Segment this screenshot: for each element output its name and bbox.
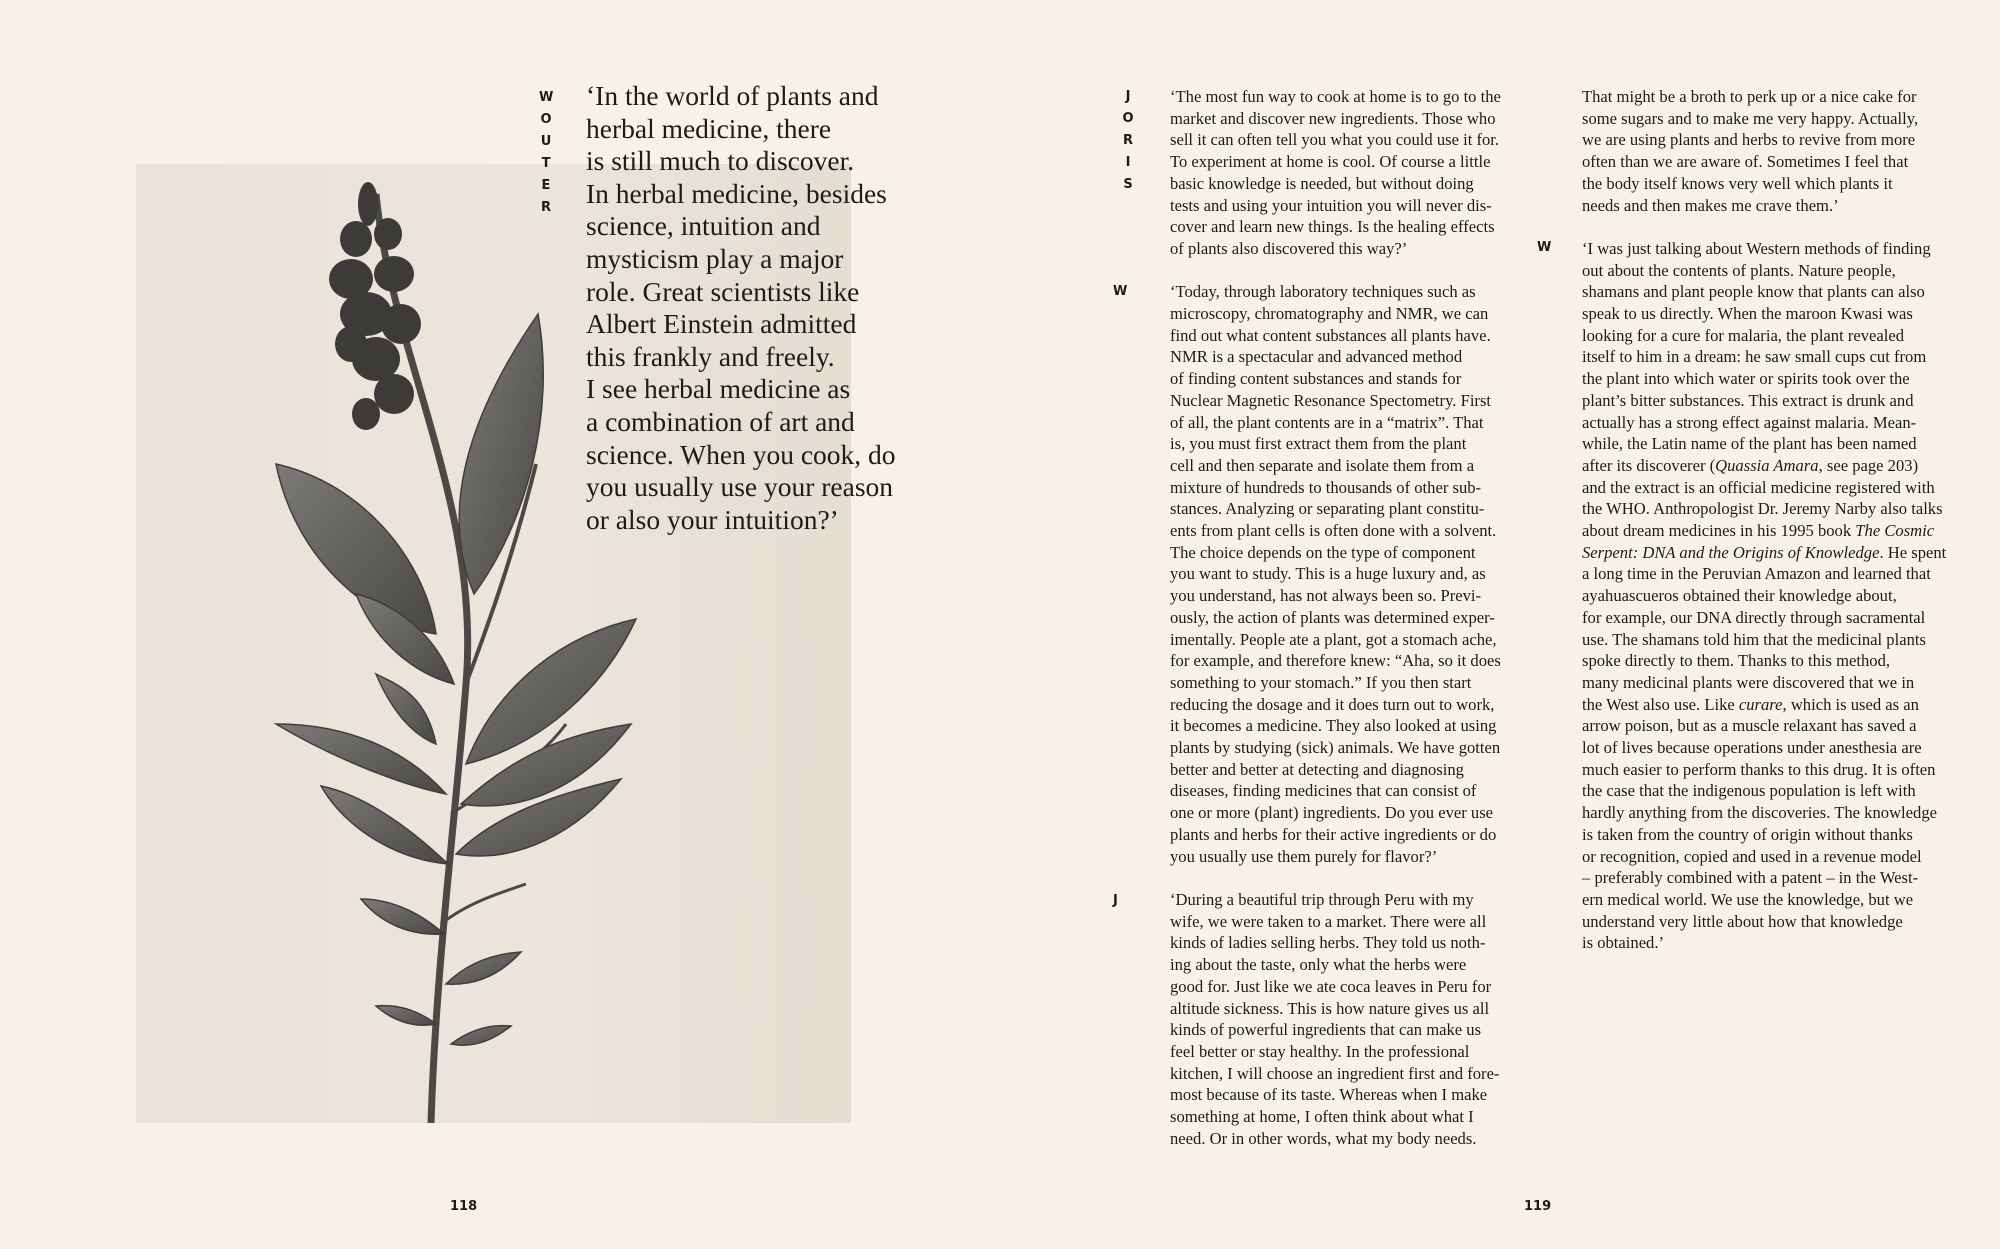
- page-number-right: 119: [1524, 1199, 1552, 1214]
- pull-quote: ‘In the world of plants and herbal medicine, there is still much to discover. In herbal medicine, besides science, intuition and mysticism play a major role. Great scientists like Albert Einstein admitted this frankly and freely. I see herbal medicine as a combination of art and science. When you cook, do you usually use your reason or also your intuition?’: [586, 80, 896, 535]
- paragraph-wouter-2: ‘I was just talking about Western methods of finding out about the contents of plants. Nature people, shamans and plant people know that plants can also speak to us directly. When the maroon Kwasi was looking for a cure for malaria, the plant revealed itself to him in a dream: he saw small cups cut from the plant into which water or spirits took over the plant’s bitter substances. This extract is drunk and actually has a strong effect against malaria. Mean- while, the Latin name of the plant has been named after its discoverer (Quassia Amara, see page 203) and the extract is an official medicine registered with the WHO. Anthropologist Dr. Jeremy Narby also talks about dream medicines in his 1995 book The Cosmic Serpent: DNA and the Origins of Knowledge. He spent a long time in the Peruvian Amazon and learned that ayahuascueros obtained their knowledge about, for example, our DNA directly through sacramental use. The shamans told him that the medicinal plants spoke directly to them. Thanks to this method, many medicinal plants were discovered that we in the West also use. Like curare, which is used as an arrow poison, but as a muscle relaxant has saved a lot of lives because operations under anesthesia are much easier to perform thanks to this drug. It is often the case that the indigenous population is left with hardly anything from the discoveries. The knowledge is taken from the country of origin without thanks or recognition, copied and used in a revenue model – preferably combined with a patent – in the West- ern medical world. We use the knowledge, but we understand very little about how that knowledge is obtained.’: [1582, 238, 1947, 953]
- paragraph-joris-1: ‘The most fun way to cook at home is to go to the market and discover new ingredients. Those who sell it can often tell you what you could use it for. To experiment at home is cool. Of course a little basic knowledge is needed, but without doing tests and using your intuition you will never dis- cover and learn new things. Is the healing effects of plants also discovered this way?’: [1170, 87, 1501, 258]
- body-column-1: [1170, 86, 1530, 1171]
- leaves: [276, 314, 636, 1045]
- speaker-label-j: J: [1113, 893, 1118, 908]
- speaker-label-w: W: [1113, 284, 1128, 299]
- flower-spike: [329, 182, 421, 430]
- paragraph-wouter-1: ‘Today, through laboratory techniques such as microscopy, chromatography and NMR, we can find out what content substances all plants have. NMR is a spectacular and advanced method of finding content substances and stands for Nuclear Magnetic Resonance Spectometry. First of all, the plant contents are in a “matrix”. That is, you must first extract them from the plant cell and then separate and isolate them from a mixture of hundreds to thousands of other sub- stances. Analyzing or separating plant constitu- ents from plant cells is often done with a solvent. The choice depends on the type of component you want to study. This is a huge luxury and, as you understand, has not always been so. Previ- ously, the action of plants was determined exper- imentally. People ate a plant, got a stomach ache, for example, and therefore knew: “Aha, so it does something to your stomach.” If you then start reducing the dosage and it does turn out to work, it becomes a medicine. They also looked at using plants by studying (sick) animals. We have gotten better and better at detecting and diagnosing diseases, finding medicines that can consist of one or more (plant) ingredients. Do you ever use plants and herbs for their active ingredients or do you usually use them purely for flavor?’: [1170, 282, 1501, 866]
- paragraph-joris-2-continued: That might be a broth to perk up or a nice cake for some sugars and to make me very happy. Actually, we are using plants and herbs to revive from more often than we are aware of. Sometimes I feel that the body itself knows very well which plants it needs and then makes me crave them.’: [1582, 87, 1919, 215]
- speaker-label-wouter: WOUTER: [539, 90, 554, 215]
- body-column-2: [1582, 86, 1962, 976]
- speaker-label-joris: JORIS: [1122, 89, 1134, 192]
- paragraph-joris-2: ‘During a beautiful trip through Peru with my wife, we were taken to a market. There were all kinds of ladies selling herbs. They told us noth- ing about the taste, only what the herbs were good for. Just like we ate coca leaves in Peru for altitude sickness. This is how nature gives us all kinds of powerful ingredients that can make us feel better or stay healthy. In the professional kitchen, I will choose an ingredient first and fore- most because of its taste. Whereas when I make something at home, I often think about what I need. Or in other words, what my body needs.: [1170, 889, 1500, 1148]
- speaker-label-w-2: W: [1537, 240, 1552, 255]
- page-number-left: 118: [450, 1199, 478, 1214]
